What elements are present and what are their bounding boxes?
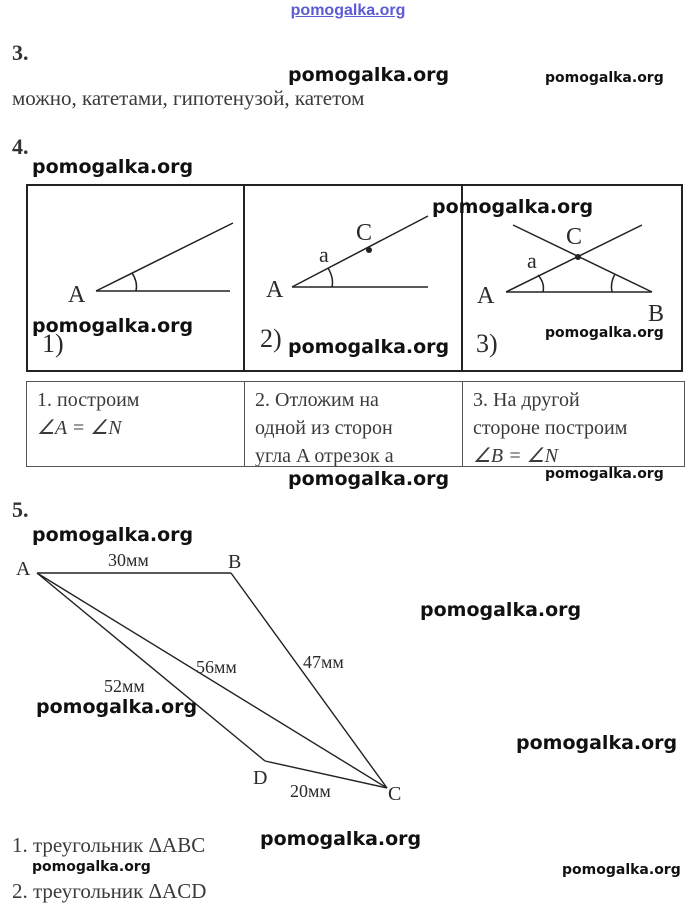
length-ac: 56мм xyxy=(196,657,237,677)
task3-answer: можно, катетами, гипотенузой, катетом xyxy=(12,86,365,110)
angle-arc xyxy=(538,275,543,292)
fig3-step-label: 3) xyxy=(476,329,498,358)
step-cell-2 xyxy=(245,382,463,466)
watermark: pomogalka.org xyxy=(288,64,450,86)
watermark: pomogalka.org xyxy=(288,336,450,358)
fig2-segment-a: a xyxy=(319,242,329,267)
point-b-label: B xyxy=(228,551,242,573)
length-dc: 20мм xyxy=(290,781,331,801)
task4-number: 4. xyxy=(12,134,29,159)
watermark: pomogalka.org xyxy=(32,315,194,337)
segment-bc xyxy=(231,573,387,788)
step-3-line-2: стороне построим xyxy=(473,417,628,439)
site-header-link[interactable]: pomogalka.org xyxy=(290,2,406,19)
fig3-segment-a: a xyxy=(527,248,537,273)
step-3-line-3: ∠B = ∠N xyxy=(473,445,558,466)
task5-number: 5. xyxy=(12,497,29,522)
angle-arc xyxy=(328,268,333,287)
watermark: pomogalka.org xyxy=(260,828,422,850)
step-cell-1 xyxy=(27,382,245,466)
task5-answer-2: 2. треугольник ΔACD xyxy=(12,879,207,903)
watermark: pomogalka.org xyxy=(562,862,681,878)
watermark: pomogalka.org xyxy=(545,70,664,86)
step-1-line-2: ∠A = ∠N xyxy=(37,417,122,439)
step-2-line-3: угла A отрезок a xyxy=(255,445,394,466)
step-3-line-1: 3. На другой xyxy=(473,389,580,411)
quadrilateral-abcd xyxy=(37,573,387,788)
length-ad: 52мм xyxy=(104,676,145,696)
fig1-point-a: A xyxy=(68,282,86,308)
fig3-point-a: A xyxy=(477,283,495,309)
watermark: pomogalka.org xyxy=(545,466,664,482)
construction-steps-table xyxy=(26,381,685,467)
point-c-dot xyxy=(366,247,372,253)
task5-answer-1: 1. треугольник ΔABC xyxy=(12,833,206,857)
point-a-label: A xyxy=(16,558,31,580)
segment-ac xyxy=(37,573,387,788)
point-d-label: D xyxy=(253,767,268,789)
watermark: pomogalka.org xyxy=(32,524,194,546)
watermark: pomogalka.org xyxy=(432,196,594,218)
step-2-line-1: 2. Отложим на xyxy=(255,389,379,411)
watermark: pomogalka.org xyxy=(420,599,582,621)
fig3-point-b: B xyxy=(648,301,665,327)
step-2-line-2: одной из сторон xyxy=(255,417,393,439)
angle-arc xyxy=(132,273,137,291)
step-cell-3 xyxy=(463,382,684,466)
watermark: pomogalka.org xyxy=(545,325,664,341)
step-1-line-1: 1. построим xyxy=(37,389,140,411)
point-c-label: C xyxy=(388,783,402,805)
length-bc: 47мм xyxy=(303,652,344,672)
watermark: pomogalka.org xyxy=(516,732,678,754)
fig2-point-c: C xyxy=(356,220,373,246)
figure-1 xyxy=(96,223,233,291)
fig1-step-label: 1) xyxy=(42,329,64,358)
task3-number: 3. xyxy=(12,40,29,65)
watermark: pomogalka.org xyxy=(32,859,151,875)
fig3-point-c: C xyxy=(566,224,583,250)
angle-ray xyxy=(96,223,233,291)
watermark: pomogalka.org xyxy=(288,468,450,490)
angle-arc xyxy=(611,274,615,292)
watermark: pomogalka.org xyxy=(36,696,198,718)
point-c-dot xyxy=(575,254,581,260)
length-ab: 30мм xyxy=(108,550,149,570)
watermark: pomogalka.org xyxy=(32,156,194,178)
fig2-point-a: A xyxy=(266,277,284,303)
fig2-step-label: 2) xyxy=(260,324,282,353)
